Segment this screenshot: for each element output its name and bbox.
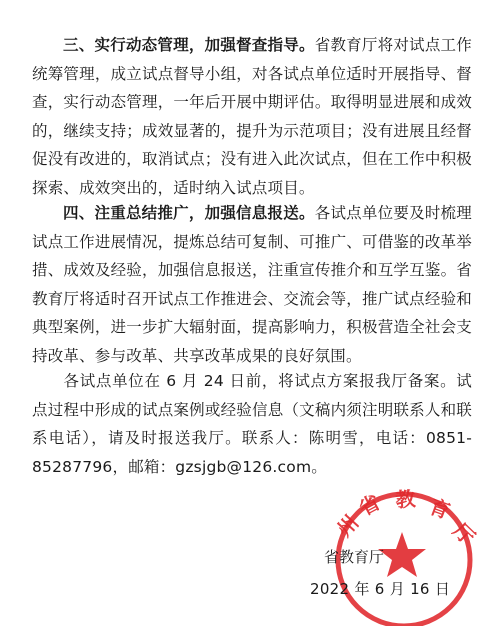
section-4-heading: 四、注重总结推广，加强信息报送。 (63, 204, 315, 222)
section-3-body: 省教育厅将对试点工作统筹管理，成立试点督导小组，对各试点单位适时开展指导、督查，实行动态管理，一年后开展中期评估。取得明显进展和成效的，继续支持；成效显著的，提升为示范项目；没有进展且经督促没有改进的，取消试点；没有进入此次试点，但在工作中积极探索、成效突出的，适时纳入试点项目。 (32, 36, 472, 197)
svg-text:省: 省 (355, 489, 385, 521)
svg-text:州: 州 (331, 510, 364, 542)
closing-text: 各试点单位在 6 月 24 日前，将试点方案报我厅备案。试点过程中形成的试点案例或经验信息（文稿内须注明联系人和联系电话），请及时报送我厅。联系人：陈明雪，电话：0851-85287796，邮箱：gzsjgb@126.com。 (32, 372, 472, 476)
section-4-paragraph (32, 199, 472, 370)
section-3-heading: 三、实行动态管理，加强督查指导。 (63, 36, 315, 54)
svg-text:教: 教 (394, 486, 417, 512)
issuer-name: 省教育厅 (324, 548, 385, 566)
section-4-body: 各试点单位要及时梳理试点工作进展情况，提炼总结可复制、可推广、可借鉴的改革举措、成效及经验，加强信息报送，注重宣传推介和互学互鉴。省教育厅将适时召开试点工作推进会、交流会等，推广试点经验和典型案例，进一步扩大辐射面，提高影响力，积极营造全社会支持改革、参与改革、共享改革成果的良好氛围。 (32, 204, 472, 365)
closing-paragraph (32, 367, 472, 481)
issue-date: 2022 年 6 月 16 日 (310, 580, 451, 598)
section-3-paragraph (32, 31, 472, 202)
svg-text:厅: 厅 (448, 518, 480, 550)
svg-text:育: 育 (426, 494, 454, 524)
